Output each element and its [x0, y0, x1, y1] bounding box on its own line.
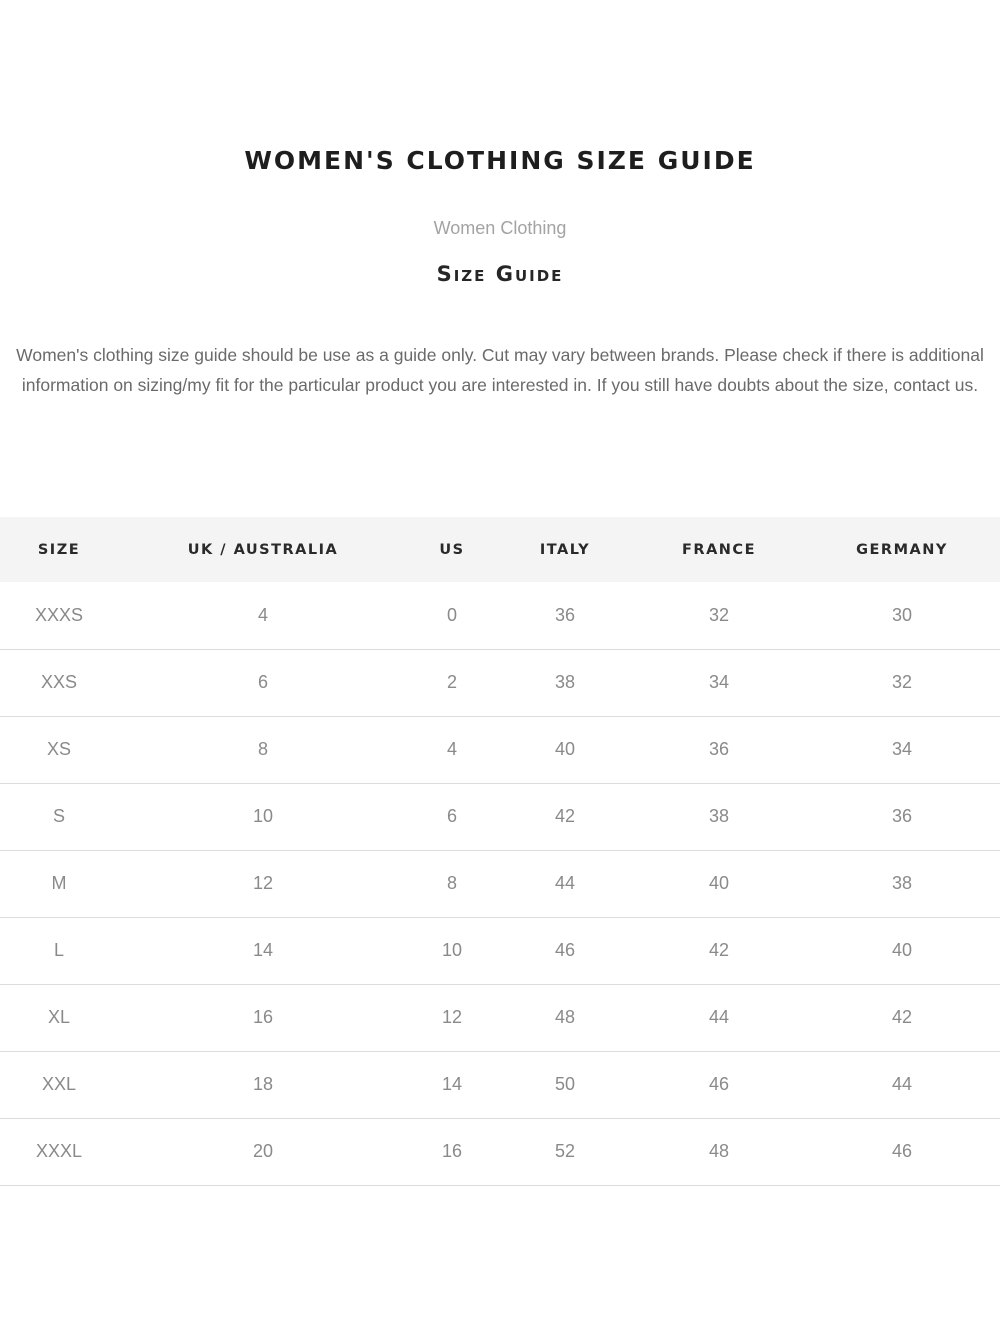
- cell-us: 0: [446, 604, 457, 625]
- cell-france: 46: [708, 1074, 730, 1094]
- table-row: [0, 917, 1000, 984]
- cell-us: 8: [446, 873, 457, 893]
- cell-france: 40: [708, 873, 730, 893]
- cell-us: 16: [441, 1141, 463, 1161]
- cell-italy: 40: [554, 739, 576, 759]
- cell-germany: 42: [891, 1007, 913, 1027]
- cell-uk-australia: 18: [252, 1074, 274, 1094]
- cell-italy: 38: [554, 672, 576, 692]
- cell-italy: 44: [554, 873, 576, 893]
- cell-size: XXL: [41, 1074, 77, 1094]
- column-header-france: FRANCE: [682, 541, 756, 558]
- table-row: [0, 850, 1000, 917]
- cell-us: 12: [441, 1007, 463, 1027]
- cell-us: 14: [441, 1074, 463, 1094]
- cell-france: 34: [708, 672, 730, 692]
- cell-size: S: [52, 806, 65, 826]
- cell-us: 4: [446, 739, 457, 759]
- cell-size: XXS: [40, 672, 78, 692]
- cell-germany: 34: [891, 739, 913, 759]
- cell-italy: 50: [554, 1074, 576, 1094]
- cell-france: 44: [708, 1007, 730, 1027]
- cell-size: XS: [46, 739, 71, 759]
- table-row: [0, 984, 1000, 1051]
- column-header-uk-australia: UK / AUSTRALIA: [187, 541, 339, 558]
- cell-france: 32: [708, 604, 730, 625]
- column-header-size: SIZE: [37, 541, 81, 558]
- size-chart-table: [0, 517, 1000, 1186]
- section-title: Size Guide: [436, 262, 564, 286]
- cell-uk-australia: 20: [252, 1141, 274, 1161]
- cell-italy: 52: [554, 1141, 576, 1161]
- table-row: [0, 716, 1000, 783]
- cell-size: XXXL: [35, 1141, 83, 1161]
- table-row: [0, 1118, 1000, 1185]
- column-header-us: US: [439, 541, 465, 558]
- cell-italy: 42: [554, 806, 576, 826]
- cell-germany: 44: [891, 1074, 913, 1094]
- cell-size: L: [53, 940, 64, 960]
- table-body: [0, 582, 1000, 1185]
- table-row: [0, 582, 1000, 649]
- cell-us: 10: [441, 940, 463, 960]
- column-header-italy: ITALY: [539, 541, 591, 558]
- cell-france: 42: [708, 940, 730, 960]
- cell-germany: 36: [891, 806, 913, 826]
- cell-uk-australia: 8: [257, 739, 268, 759]
- cell-italy: 48: [554, 1007, 576, 1027]
- cell-italy: 36: [554, 604, 576, 625]
- cell-uk-australia: 12: [252, 873, 274, 893]
- cell-germany: 40: [891, 940, 913, 960]
- column-header-germany: GERMANY: [856, 541, 948, 558]
- table-row: [0, 649, 1000, 716]
- cell-italy: 46: [554, 940, 576, 960]
- table-row: [0, 1051, 1000, 1118]
- cell-france: 48: [708, 1141, 730, 1161]
- page-subtitle: Women Clothing: [433, 218, 567, 238]
- table-row: [0, 783, 1000, 850]
- table-header-row: [0, 517, 1000, 582]
- cell-uk-australia: 4: [257, 604, 268, 625]
- cell-size: XL: [47, 1007, 71, 1027]
- page-title: WOMEN'S CLOTHING SIZE GUIDE: [244, 146, 756, 175]
- cell-us: 6: [446, 806, 457, 826]
- cell-size: XXXS: [34, 604, 84, 625]
- cell-france: 38: [708, 806, 730, 826]
- cell-uk-australia: 10: [252, 806, 274, 826]
- cell-germany: 46: [891, 1141, 913, 1161]
- cell-size: M: [51, 873, 67, 893]
- cell-uk-australia: 6: [257, 672, 268, 692]
- cell-france: 36: [708, 739, 730, 759]
- table-header: [0, 517, 1000, 582]
- cell-germany: 32: [891, 672, 913, 692]
- cell-uk-australia: 14: [252, 940, 274, 960]
- intro-paragraph: Women's clothing size guide should be use as a guide only. Cut may vary between brands. Please check if there is additional information on sizing/my fit for the particular product you are interested in. If you still have doubts about the size, contact us.: [16, 345, 984, 395]
- cell-uk-australia: 16: [252, 1007, 274, 1027]
- cell-germany: 30: [891, 604, 913, 625]
- cell-germany: 38: [891, 873, 913, 893]
- cell-us: 2: [446, 672, 457, 692]
